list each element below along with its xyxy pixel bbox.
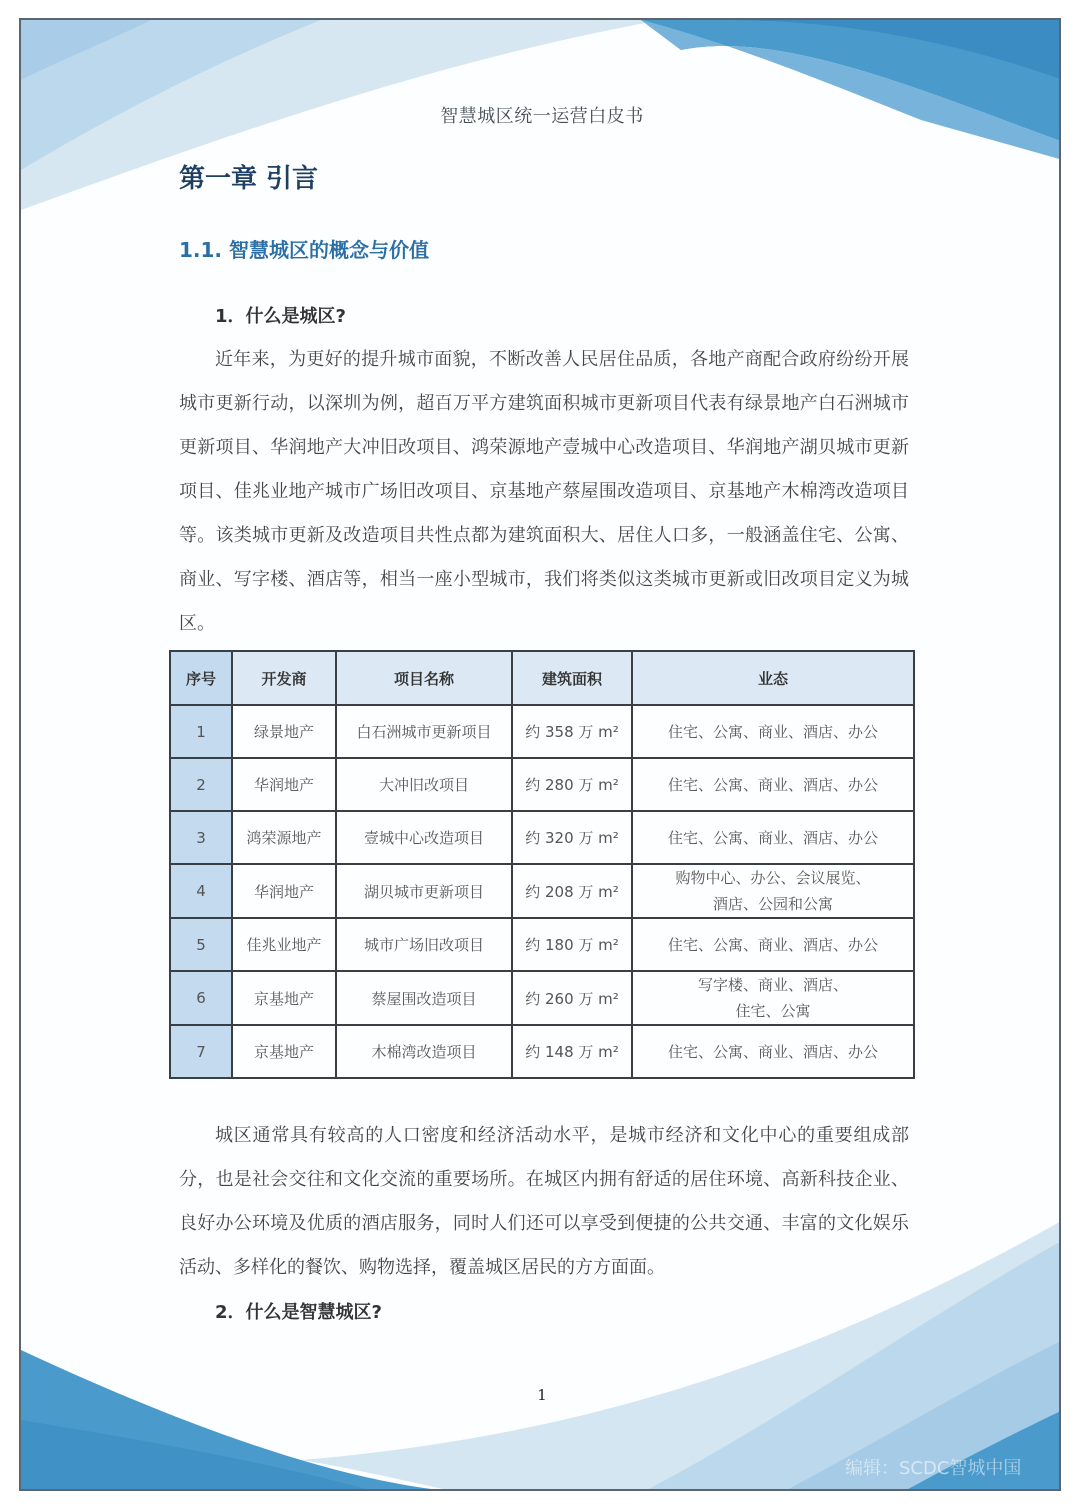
paragraph-district-definition: 近年来，为更好的提升城市面貌，不断改善人民居住品质，各地产商配合政府纷纷开展城市更新行动，以深圳为例，超百万平方建筑面积城市更新项目代表有绿景地产白石洲城市更新项目、华润地产大冲旧改项目、鸿荣源地产壹城中心改造项目、华润地产湖贝城市更新项目、佳兆业地产城市广场旧改项目、京基地产蔡屋围改造项目、京基地产木棉湾改造项目等。该类城市更新及改造项目共性点都为建筑面积大、居住人口多，一般涵盖住宅、公寓、商业、写字楼、酒店等，相当一座小型城市，我们将类似这类城市更新或旧改项目定义为城区。 xyxy=(179,349,909,634)
cell-index: 2 xyxy=(170,758,232,811)
subsection-title-what-is-smart-district: 2．什么是智慧城区? xyxy=(215,1302,382,1323)
cell-developer: 京基地产 xyxy=(232,1025,336,1078)
table-row xyxy=(170,758,914,811)
project-table xyxy=(169,650,915,1079)
cell-area: 约 180 万 m² xyxy=(512,918,632,971)
subsection-title-what-is-district: 1．什么是城区? xyxy=(215,306,346,327)
table-body xyxy=(170,705,914,1078)
cell-area: 约 208 万 m² xyxy=(512,864,632,918)
cell-area: 约 260 万 m² xyxy=(512,971,632,1025)
cell-project: 湖贝城市更新项目 xyxy=(336,864,512,918)
column-header-project: 项目名称 xyxy=(336,651,512,705)
cell-area: 约 320 万 m² xyxy=(512,811,632,864)
cell-index: 6 xyxy=(170,971,232,1025)
cell-business-type xyxy=(632,705,914,758)
page-content xyxy=(21,20,1061,1491)
table-row xyxy=(170,811,914,864)
cell-business-type xyxy=(632,864,914,918)
cell-business-type xyxy=(632,811,914,864)
table-row xyxy=(170,971,914,1025)
table-row xyxy=(170,864,914,918)
cell-index: 3 xyxy=(170,811,232,864)
cell-project: 城市广场旧改项目 xyxy=(336,918,512,971)
cell-project: 白石洲城市更新项目 xyxy=(336,705,512,758)
business-type-line: 酒店、公园和公寓 xyxy=(712,895,833,913)
chapter-title: 第一章 引言 xyxy=(179,164,319,194)
cell-developer: 绿景地产 xyxy=(232,705,336,758)
business-type-line: 购物中心、办公、会议展览、 xyxy=(675,869,871,887)
cell-developer: 鸿荣源地产 xyxy=(232,811,336,864)
running-header: 智慧城区统一运营白皮书 xyxy=(440,106,644,127)
cell-area: 约 280 万 m² xyxy=(512,758,632,811)
cell-index: 7 xyxy=(170,1025,232,1078)
business-type-line: 住宅、公寓、商业、酒店、办公 xyxy=(667,829,878,847)
watermark: 编辑：SCDC智城中国 xyxy=(845,1458,1022,1479)
business-type-line: 住宅、公寓、商业、酒店、办公 xyxy=(667,1043,878,1061)
paragraph-district-features: 城区通常具有较高的人口密度和经济活动水平，是城市经济和文化中心的重要组成部分，也是社会交往和文化交流的重要场所。在城区内拥有舒适的居住环境、高新科技企业、良好办公环境及优质的酒店服务，同时人们还可以享受到便捷的公共交通、丰富的文化娱乐活动、多样化的餐饮、购物选择，覆盖城区居民的方方面面。 xyxy=(179,1125,909,1278)
column-header-index: 序号 xyxy=(170,651,232,705)
section-title: 1.1. 智慧城区的概念与价值 xyxy=(179,238,429,262)
cell-business-type xyxy=(632,918,914,971)
cell-project: 木棉湾改造项目 xyxy=(336,1025,512,1078)
cell-area: 约 148 万 m² xyxy=(512,1025,632,1078)
cell-project: 壹城中心改造项目 xyxy=(336,811,512,864)
business-type-line: 住宅、公寓、商业、酒店、办公 xyxy=(667,723,878,741)
table-row xyxy=(170,705,914,758)
column-header-area: 建筑面积 xyxy=(512,651,632,705)
cell-business-type xyxy=(632,971,914,1025)
cell-index: 4 xyxy=(170,864,232,918)
cell-area: 约 358 万 m² xyxy=(512,705,632,758)
cell-developer: 华润地产 xyxy=(232,758,336,811)
column-header-developer: 开发商 xyxy=(232,651,336,705)
column-header-type: 业态 xyxy=(632,651,914,705)
cell-business-type xyxy=(632,1025,914,1078)
cell-developer: 华润地产 xyxy=(232,864,336,918)
table-row xyxy=(170,1025,914,1078)
business-type-line: 住宅、公寓、商业、酒店、办公 xyxy=(667,936,878,954)
cell-project: 大冲旧改项目 xyxy=(336,758,512,811)
business-type-line: 住宅、公寓 xyxy=(735,1002,811,1020)
page-number: 1 xyxy=(537,1386,547,1404)
cell-index: 5 xyxy=(170,918,232,971)
document-page xyxy=(19,18,1061,1491)
cell-project: 蔡屋围改造项目 xyxy=(336,971,512,1025)
business-type-line: 写字楼、商业、酒店、 xyxy=(697,976,848,994)
cell-index: 1 xyxy=(170,705,232,758)
cell-business-type xyxy=(632,758,914,811)
business-type-line: 住宅、公寓、商业、酒店、办公 xyxy=(667,776,878,794)
cell-developer: 京基地产 xyxy=(232,971,336,1025)
cell-developer: 佳兆业地产 xyxy=(232,918,336,971)
table-header-row xyxy=(170,651,914,705)
table-row xyxy=(170,918,914,971)
